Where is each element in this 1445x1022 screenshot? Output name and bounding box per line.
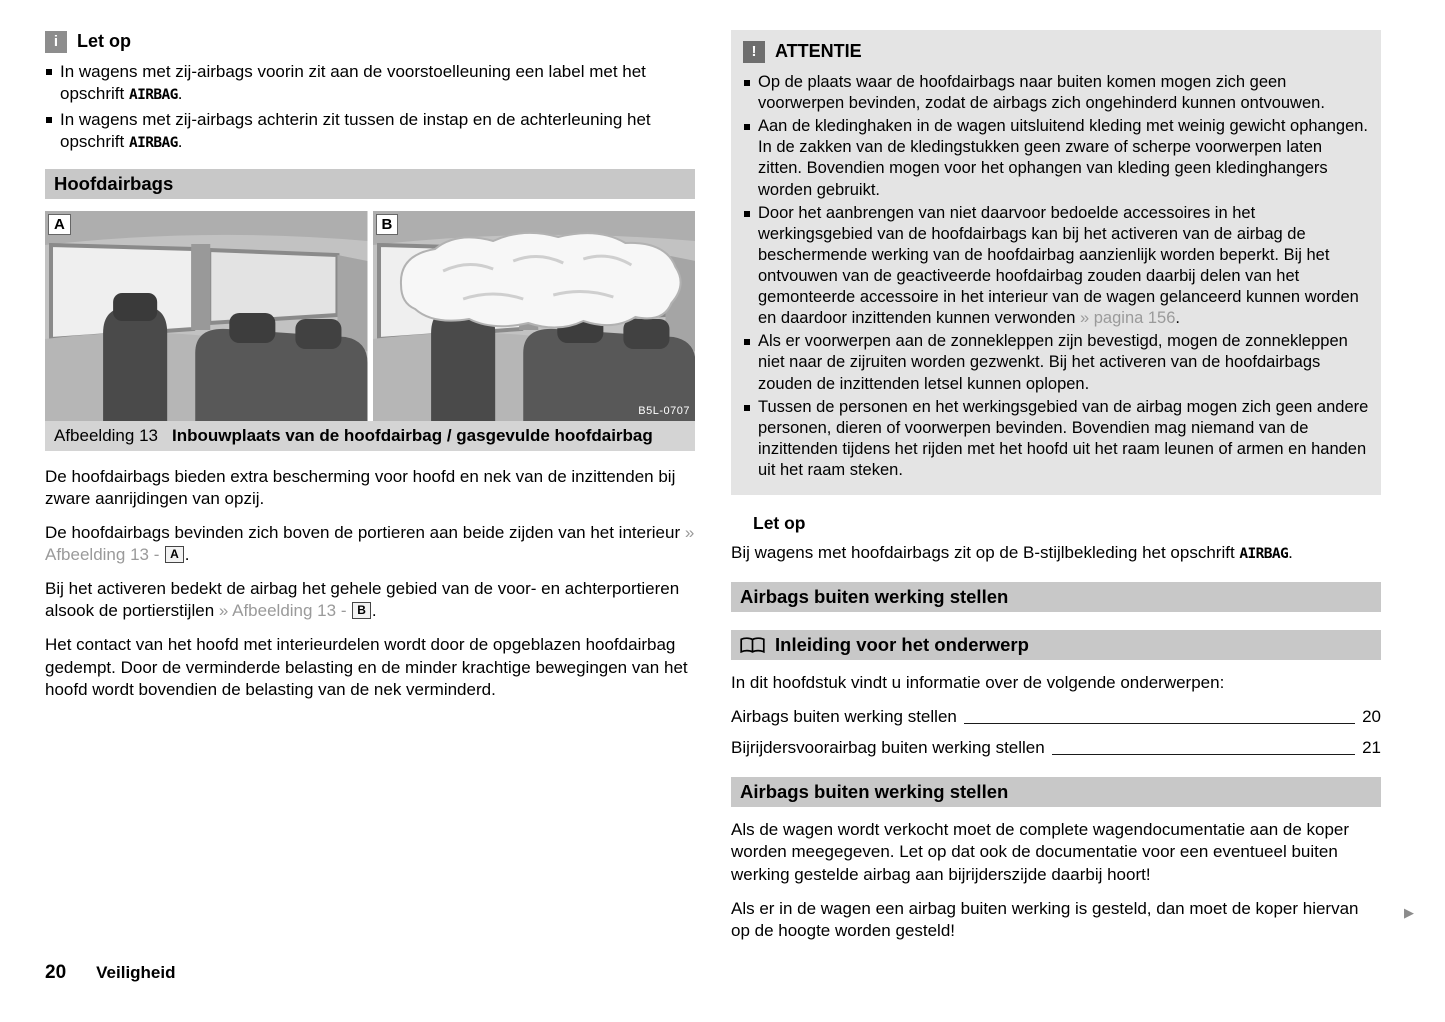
attention-item-text: Door het aanbrengen van niet daarvoor bedoelde accessoires in het werkingsgebied van de hoofdairbags kan bij het activeren van de airbag de beschermende werking van de hoofdairbag aanzienlijk worden beperkt. Bij het ontvouwen van de geactiveerde hoofdairbag zouden daarbij delen van het gemonteerde accessoire in het interieur van de wagen gelanceerd kunnen worden en daardoor inzittenden kunnen verwonden [758,203,1359,328]
airbag-label: AIRBAG [128,87,178,104]
note-title: Let op [753,513,806,534]
toc-entry[interactable] [731,737,1381,759]
chapter-title: Veiligheid [96,963,176,982]
figure-13 [45,211,695,421]
paragraph: De hoofdairbags bieden extra bescherming voor hoofd en nek van de inzittenden bij zware aanrijdingen van opzij. [45,466,676,508]
intro-lead: In dit hoofdstuk vindt u informatie over de volgende onderwerpen: [731,673,1225,693]
attention-list [743,72,1369,481]
paragraph: Als er in de wagen een airbag buiten werking is gesteld, dan moet de koper hiervan op de hoogte worden gesteld! [731,898,1359,940]
note-item-post: . [177,131,183,151]
page-reference-link[interactable]: » pagina 156 [1079,309,1176,328]
car-interior-illustration [45,211,368,421]
page-number: 20 [45,962,67,983]
book-icon [740,637,765,654]
left-column [45,30,695,713]
intro-heading-text: Inleiding voor het onderwerp [775,634,1029,655]
note-text [731,542,1381,564]
toc-leader-line [1052,754,1355,755]
note-heading [45,30,695,53]
note-item-text: In wagens met zij-airbags voorin zit aan de voorstoelleuning een label met het opschrift [60,62,646,104]
figure-code: B5L-0707 [638,404,690,417]
note-item-text: In wagens met zij-airbags achterin zit tussen de instap en de achterleuning het opschrift [60,109,651,151]
section-heading-airbags-buiten-werking: Airbags buiten werking stellen [731,582,1381,612]
list-item [743,203,1369,330]
panel-ref-box-b: B [352,602,371,619]
section-heading-airbags-buiten-werking-2: Airbags buiten werking stellen [731,777,1381,807]
airbag-label: AIRBAG [128,134,178,151]
attention-box [731,30,1381,495]
note-item-post: . [177,84,183,104]
section-heading-inleiding [731,630,1381,660]
continuation-arrow-icon: ▶ [1404,905,1414,920]
right-column [731,30,1381,954]
airbag-label: AIRBAG [1239,545,1289,562]
toc-label: Airbags buiten werking stellen [731,707,957,727]
toc-label: Bijrijdersvoorairbag buiten werking stellen [731,738,1045,758]
list-item [743,72,1369,114]
paragraph-text: Bij het activeren bedekt de airbag het gehele gebied van de voor- en achterportieren alsook de portierstijlen [45,579,680,621]
panel-ref-box-a: A [165,546,184,563]
panel-b-label: B [376,214,399,235]
panel-a-label: A [48,214,71,235]
paragraph [45,522,695,566]
attention-item-post: . [1175,309,1181,328]
list-item [743,116,1369,200]
attention-heading [743,40,1369,63]
page-footer [45,961,176,986]
toc-leader-line [964,723,1355,724]
toc-page-number: 20 [1362,707,1381,727]
figure-reference-link[interactable]: » Afbeelding 13 - [45,523,695,565]
info-icon: i [45,31,67,53]
car-interior-airbag-illustration [373,211,696,421]
figure-caption-text: Inbouwplaats van de hoofdairbag / gasgevulde hoofdairbag [171,425,653,445]
warning-icon: ! [743,41,765,63]
figure-caption [45,421,695,451]
list-item [743,331,1369,394]
figure-panel-b [373,211,696,421]
list-item [45,61,695,105]
note-list [45,61,695,152]
paragraph-post: . [371,601,377,621]
figure-panel-a [45,211,368,421]
toc-page-number: 21 [1362,738,1381,758]
attention-item-text: Als er voorwerpen aan de zonnekleppen zijn bevestigd, mogen de zonnekleppen niet naar de zijruiten worden gezwenkt. Bij het activeren van de hoofdairbags zouden de inzittenden letsel kunnen oplopen. [758,332,1348,393]
list-item [45,109,695,153]
paragraph [45,578,695,622]
attention-item-text: Aan de kledinghaken in de wagen uitsluitend kleding met weinig gewicht ophangen. In de zakken van de kledingstukken geen zware of scherpe voorwerpen laten zitten. Bovendien mogen voor het ophangen van kleding geen kledinghangers worden gebruikt. [758,117,1369,199]
paragraph-text: De hoofdairbags bevinden zich boven de portieren aan beide zijden van het interieur [45,523,685,543]
list-item [743,397,1369,481]
attention-item-text: Tussen de personen en het werkingsgebied van de airbag mogen zich geen andere personen, dieren of voorwerpen bevinden. Bovendien mag niemand van de inzittenden tijdens het rijden met het hoofd uit het raam leunen of armen en handen uit het raam steken. [758,397,1369,479]
section-heading-hoofdairbags: Hoofdairbags [45,169,695,199]
note-text-pre: Bij wagens met hoofdairbags zit op de B-stijlbekleding het opschrift [731,542,1240,562]
figure-number: Afbeelding 13 [54,425,158,445]
figure-reference-link[interactable]: » Afbeelding 13 - [218,601,352,621]
paragraph: Als de wagen wordt verkocht moet de complete wagendocumentatie aan de koper worden meegegeven. Let op dat ook de documentatie voor een eventueel buiten werking gestelde airbag aan bijrijderszijde daarbij hoort! [731,820,1350,884]
paragraph: Het contact van het hoofd met interieurdelen wordt door de opgeblazen hoofdairbag gedempt. Door de verminderde belasting en de minder krachtige bewegingen van het hoofd wordt bovendien de belasting van de nek verminderd. [45,635,688,699]
paragraph-post: . [184,545,190,565]
note-title: Let op [77,31,131,51]
attention-item-text: Op de plaats waar de hoofdairbags naar buiten komen mogen zich geen voorwerpen bevinden, zodat de airbags zich ongehinderd kunnen ontvouwen. [758,73,1325,113]
attention-title: ATTENTIE [775,41,862,61]
note-text-post: . [1288,542,1293,562]
toc-entry[interactable] [731,706,1381,728]
